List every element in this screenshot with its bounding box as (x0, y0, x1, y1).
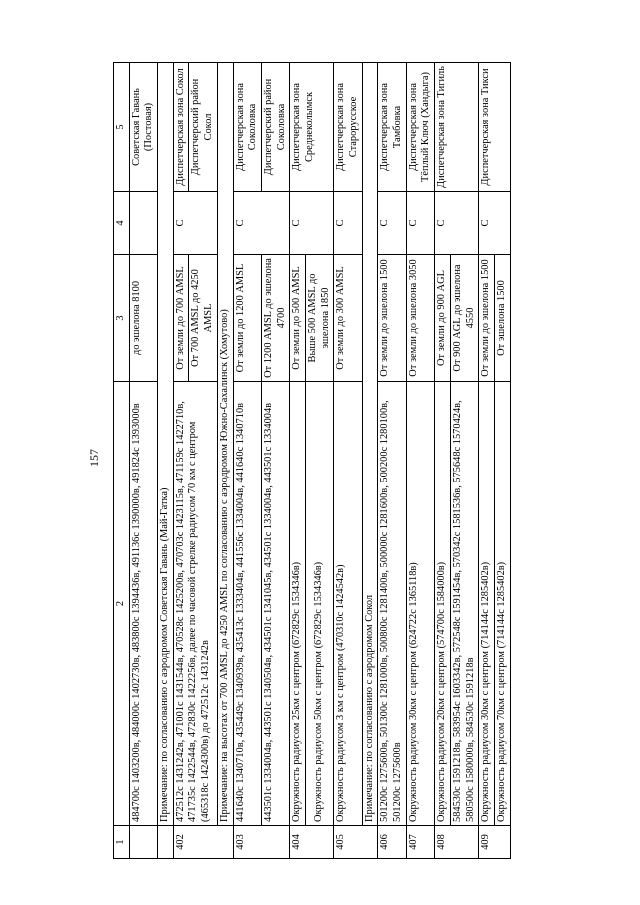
zone-name-cell: Диспетчерский район Сокол (189, 63, 217, 192)
coordinates-cell: Окружность радиусом 70км с центром (714144с 1285402в) (494, 382, 510, 826)
altitude-cell: От земли до эшелона 1500 (378, 255, 406, 382)
note-row (217, 63, 233, 859)
coordinates-cell: Окружность радиусом 3 км с центром (470310с 1424542в) (334, 382, 362, 826)
altitude-cell: От земли до 1200 AMSL (233, 255, 261, 382)
row-number: 402 (173, 826, 233, 859)
coordinates-cell: Окружность радиусом 50км с центром (672829с 1534346в) (305, 382, 333, 826)
coordinates-cell: 443501с 1334004в, 443501с 1340504в, 434501с 1341045в, 434501с 1334004в, 443501с 1334004в (261, 382, 289, 826)
note-cell: Примечание: на высотах от 700 AMSL до 4250 AMSL по согласованию с аэродромом Южно-Сахалинск (Хомутово) (217, 63, 233, 826)
zone-name-cell: Диспетчерская зона Тёплый Ключ (Хандыга) (406, 63, 434, 192)
table-row (435, 63, 451, 859)
row-number: 403 (233, 826, 290, 859)
altitude-cell: От земли до 500 AMSL (290, 255, 306, 382)
coordinates-cell: 472512с 1431242в, 471001с 1431544в, 470528с 1425200в, 470703с 1423115в, 471159с 1422710в, 471735с 1422544в, 472830с 1422256в, далее по часовой стрелке радиусом 70 км с центром (465318с 1424300в) до 472512с 1431242в (173, 382, 217, 826)
table-row (406, 63, 434, 859)
airspace-table (113, 62, 511, 859)
header-col-2: 2 (114, 382, 130, 826)
table-row (479, 63, 495, 859)
header-col-3: 3 (114, 255, 130, 382)
class-cell: С (233, 192, 290, 255)
zone-name-cell: Диспетчерская зона Старорусское (334, 63, 362, 192)
coordinates-cell: Окружность радиусом 20км с центром (574700с 1584000в) (435, 382, 451, 826)
table-row (129, 63, 157, 859)
altitude-cell: От земли до 700 AMSL (173, 255, 189, 382)
header-col-4: 4 (114, 192, 130, 255)
altitude-cell: От земли до эшелона 3050 (406, 255, 434, 382)
zone-name-cell: Диспетчерский район Соколовка (261, 63, 289, 192)
row-number: 408 (435, 826, 479, 859)
note-cell: Примечание: по согласованию с аэродромом Сокол (362, 63, 378, 826)
altitude-cell: От земли до 900 AGL (435, 255, 451, 382)
coordinates-cell: Окружность радиусом 30км с центром (714144с 1285402в) (479, 382, 495, 826)
zone-name-cell: Диспетчерская зона Тигиль (435, 63, 479, 192)
table-row (378, 63, 406, 859)
note-cell: Примечание: по согласованию с аэродромом Советская Гавань (Май-Гатка) (158, 63, 174, 826)
class-cell: С (173, 192, 217, 255)
altitude-cell: Выше 500 AMSL до эшелона 1850 (305, 255, 333, 382)
table-row (233, 63, 261, 859)
zone-name-cell: Диспетчерская зона Среднеколымск (290, 63, 334, 192)
altitude-cell: От 700 AMSL до 4250 AMSL (189, 255, 217, 382)
zone-name-cell: Диспетчерская зона Соколовка (233, 63, 261, 192)
class-cell: С (406, 192, 434, 255)
altitude-cell: От 900 AGL до эшелона 4550 (450, 255, 478, 382)
row-number: 406 (378, 826, 406, 859)
table-row (290, 63, 306, 859)
header-col-5: 5 (114, 63, 130, 192)
altitude-cell: От земли до эшелона 1500 (479, 255, 495, 382)
header-col-1: 1 (114, 826, 130, 859)
coordinates-cell: 441640с 1340710в, 435449с 1340939в, 435413с 1333404в, 441556с 1334004в, 441640с 1340710в (233, 382, 261, 826)
zone-name-cell: Диспетчерская зона Тикси (479, 63, 510, 192)
table-row (334, 63, 362, 859)
zone-name-cell: Диспетчерская зона Тамбовка (378, 63, 406, 192)
zone-name-cell: Диспетчерская зона Сокол (173, 63, 189, 192)
class-cell: С (334, 192, 362, 255)
coordinates-cell: Окружность радиусом 30км с центром (624722с 1365118в) (406, 382, 434, 826)
row-number: 405 (334, 826, 378, 859)
class-cell (129, 192, 157, 255)
coordinates-cell: 584530с 1591218в, 583954с 1603342в, 572548с 1591454в, 570342с 1581536в, 575648с 1570424в, 580500с 1580000в, 584530с 1591218в (450, 382, 478, 826)
coordinates-cell: 484700с 1403200в, 484000с 1402730в, 483800с 1394436в, 491136с 1390000в, 491824с 1393000в (129, 382, 157, 826)
row-number: 407 (406, 826, 434, 859)
table-row (173, 63, 189, 859)
row-number: 409 (479, 826, 510, 859)
row-number (129, 826, 157, 859)
note-row (158, 63, 174, 859)
altitude-cell: до эшелона 8100 (129, 255, 157, 382)
zone-name-cell: Советская Гавань (Постовая) (129, 63, 157, 192)
page-number: 157 (87, 449, 101, 467)
note-row (362, 63, 378, 859)
coordinates-cell: 501200с 1275600в, 501300с 1281000в, 500800с 1281400в, 500000с 1281600в, 500200с 1280100в, 501200с 1275600в (378, 382, 406, 826)
altitude-cell: От эшелона 1500 (494, 255, 510, 382)
class-cell: С (290, 192, 334, 255)
class-cell: С (435, 192, 479, 255)
altitude-cell: От 1200 AMSL до эшелона 4700 (261, 255, 289, 382)
header-row (114, 63, 130, 859)
class-cell: С (378, 192, 406, 255)
table-row (261, 63, 289, 859)
altitude-cell: От земли до 300 AMSL (334, 255, 362, 382)
row-number: 404 (290, 826, 334, 859)
class-cell: С (479, 192, 510, 255)
coordinates-cell: Окружность радиусом 25км с центром (672829с 1534346в) (290, 382, 306, 826)
